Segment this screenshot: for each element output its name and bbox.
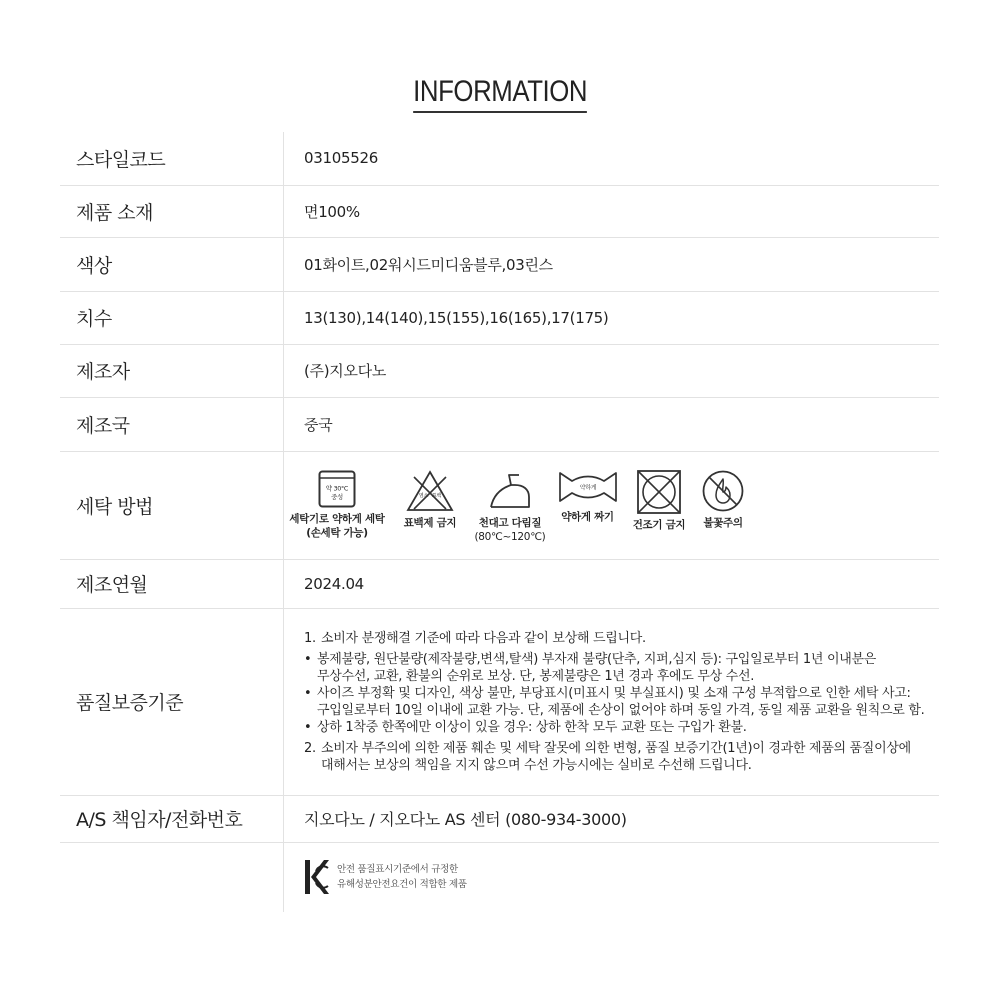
table-row (60, 608, 939, 795)
kc-text (337, 862, 467, 892)
mfg-date-value: 2024.04 (284, 559, 940, 608)
style-code-label: 스타일코드 (60, 132, 284, 185)
quality-bullet (304, 651, 939, 685)
quality-text (304, 630, 939, 774)
care-caption-line: 약하게 짜기 (561, 510, 614, 523)
kc-certification-icon (304, 859, 330, 895)
quality-label: 품질보증기준 (60, 608, 284, 795)
material-label: 제품 소재 (60, 185, 284, 237)
care-caption (475, 516, 546, 544)
washing-label: 세탁 방법 (60, 451, 284, 559)
washing-value (284, 451, 940, 559)
bleach-prohibited-icon (405, 469, 455, 513)
size-label: 치수 (60, 291, 284, 344)
style-code-value: 03105526 (284, 132, 940, 185)
size-value: 13(130),14(140),15(155),16(165),17(175) (284, 291, 940, 344)
page-title: INFORMATION (413, 74, 587, 113)
quality-line: 대해서는 보상의 책임을 지지 않으며 수선 가능시에는 실비로 수선해 드립니다. (321, 757, 752, 773)
kc-text-line: 안전 품질표시기준에서 규정한 (337, 864, 458, 876)
bullet-mark: • (304, 651, 312, 667)
manufacturer-value: (주)지오다노 (284, 344, 940, 397)
quality-item-text (321, 740, 911, 774)
care-item (550, 469, 625, 524)
care-caption-line: 세탁기로 약하게 세탁 (289, 512, 385, 525)
wring-icon (558, 469, 618, 505)
quality-bullet-text (317, 651, 876, 685)
color-label: 색상 (60, 237, 284, 291)
page-title-wrap (0, 74, 1000, 113)
care-caption (561, 510, 614, 524)
quality-line: 구입일로부터 10일 이내에 교환 가능. 단, 제품에 손상이 없어야 하며 동일 가격, 동일 제품 교환을 원칙으로 함. (317, 702, 925, 718)
fire-caution-icon (701, 469, 745, 513)
care-caption-line: 천대고 다림질 (478, 516, 542, 529)
as-value: 지오다노 / 지오다노 AS 센터 (080-934-3000) (284, 795, 940, 842)
manufacturer-label: 제조자 (60, 344, 284, 397)
care-caption (289, 512, 384, 540)
care-caption-line: 건조기 금지 (632, 518, 686, 531)
care-caption (633, 518, 686, 532)
kc-mark (304, 859, 939, 895)
care-item (470, 469, 550, 544)
bullet-mark: • (304, 719, 312, 735)
table-row (60, 559, 939, 608)
kc-label-empty (60, 842, 284, 912)
table-row (60, 237, 939, 291)
mfg-date-label: 제조연월 (60, 559, 284, 608)
bleach-text-right: 표백 (431, 492, 442, 499)
care-item (625, 469, 693, 532)
care-caption (404, 516, 457, 530)
quality-line: 소비자 부주의에 의한 제품 훼손 및 세탁 잘못에 의한 변형, 품질 보증기간(1년)이 경과한 제품의 품질이상에 (321, 740, 911, 756)
table-row (60, 344, 939, 397)
care-caption-line: (80℃~120℃) (474, 530, 546, 543)
quality-bullet (304, 719, 939, 736)
item-number: 1. (304, 630, 316, 646)
item-number: 2. (304, 740, 316, 756)
color-value: 01화이트,02워시드미디움블루,03린스 (284, 237, 940, 291)
material-value: 면100% (284, 185, 940, 237)
kc-text-line: 유해성분안전요건이 적합한 제품 (337, 879, 467, 891)
wash-tub-temp-text: 약 30°C (325, 484, 349, 492)
care-caption-line: 불꽃주의 (703, 516, 743, 529)
quality-line: 상하 1착중 한쪽에만 이상이 있을 경우: 상하 한착 모두 교환 또는 구입가 환불. (317, 719, 747, 735)
tumble-dry-prohibited-icon (636, 469, 682, 515)
quality-line: 봉제불량, 원단불량(제작불량,변색,탈색) 부자재 불량(단추, 지퍼,심지 등): 구입일로부터 1년 이내분은 (317, 651, 877, 667)
country-label: 제조국 (60, 397, 284, 451)
wring-text: 약하게 (579, 484, 596, 491)
as-label: A/S 책임자/전화번호 (60, 795, 284, 842)
country-value: 중국 (284, 397, 940, 451)
care-item (693, 469, 753, 530)
quality-item (304, 630, 939, 647)
care-caption-line: (손세탁 가능) (306, 526, 368, 539)
quality-bullet-text (317, 685, 924, 719)
iron-icon (485, 469, 535, 513)
table-row (60, 842, 939, 912)
care-icons (284, 467, 939, 544)
bullet-mark: • (304, 685, 312, 701)
table-row (60, 397, 939, 451)
bleach-text-left: 염소 (418, 492, 429, 499)
quality-bullet (304, 685, 939, 719)
info-table (60, 132, 939, 912)
quality-line: 소비자 분쟁해결 기준에 따라 다음과 같이 보상해 드립니다. (321, 630, 646, 646)
quality-item (304, 740, 939, 774)
table-row (60, 451, 939, 559)
quality-line: 무상수선, 교환, 환불의 순위로 보상. 단, 봉제불량은 1년 경과 후에도 무상 수선. (317, 668, 755, 684)
table-row (60, 291, 939, 344)
wash-tub-detergent-text: 중성 (331, 492, 343, 501)
care-caption-line: 표백제 금지 (403, 516, 457, 529)
table-row (60, 795, 939, 842)
care-item (390, 469, 470, 530)
table-row (60, 132, 939, 185)
care-item (284, 469, 390, 540)
wash-tub-icon (317, 469, 357, 509)
table-row (60, 185, 939, 237)
kc-value (284, 842, 940, 912)
quality-value (284, 608, 940, 795)
quality-line: 사이즈 부정확 및 디자인, 색상 불만, 부당표시(미표시 및 부실표시) 및 소재 구성 부적합으로 인한 세탁 사고: (317, 685, 911, 701)
care-caption (703, 516, 742, 530)
